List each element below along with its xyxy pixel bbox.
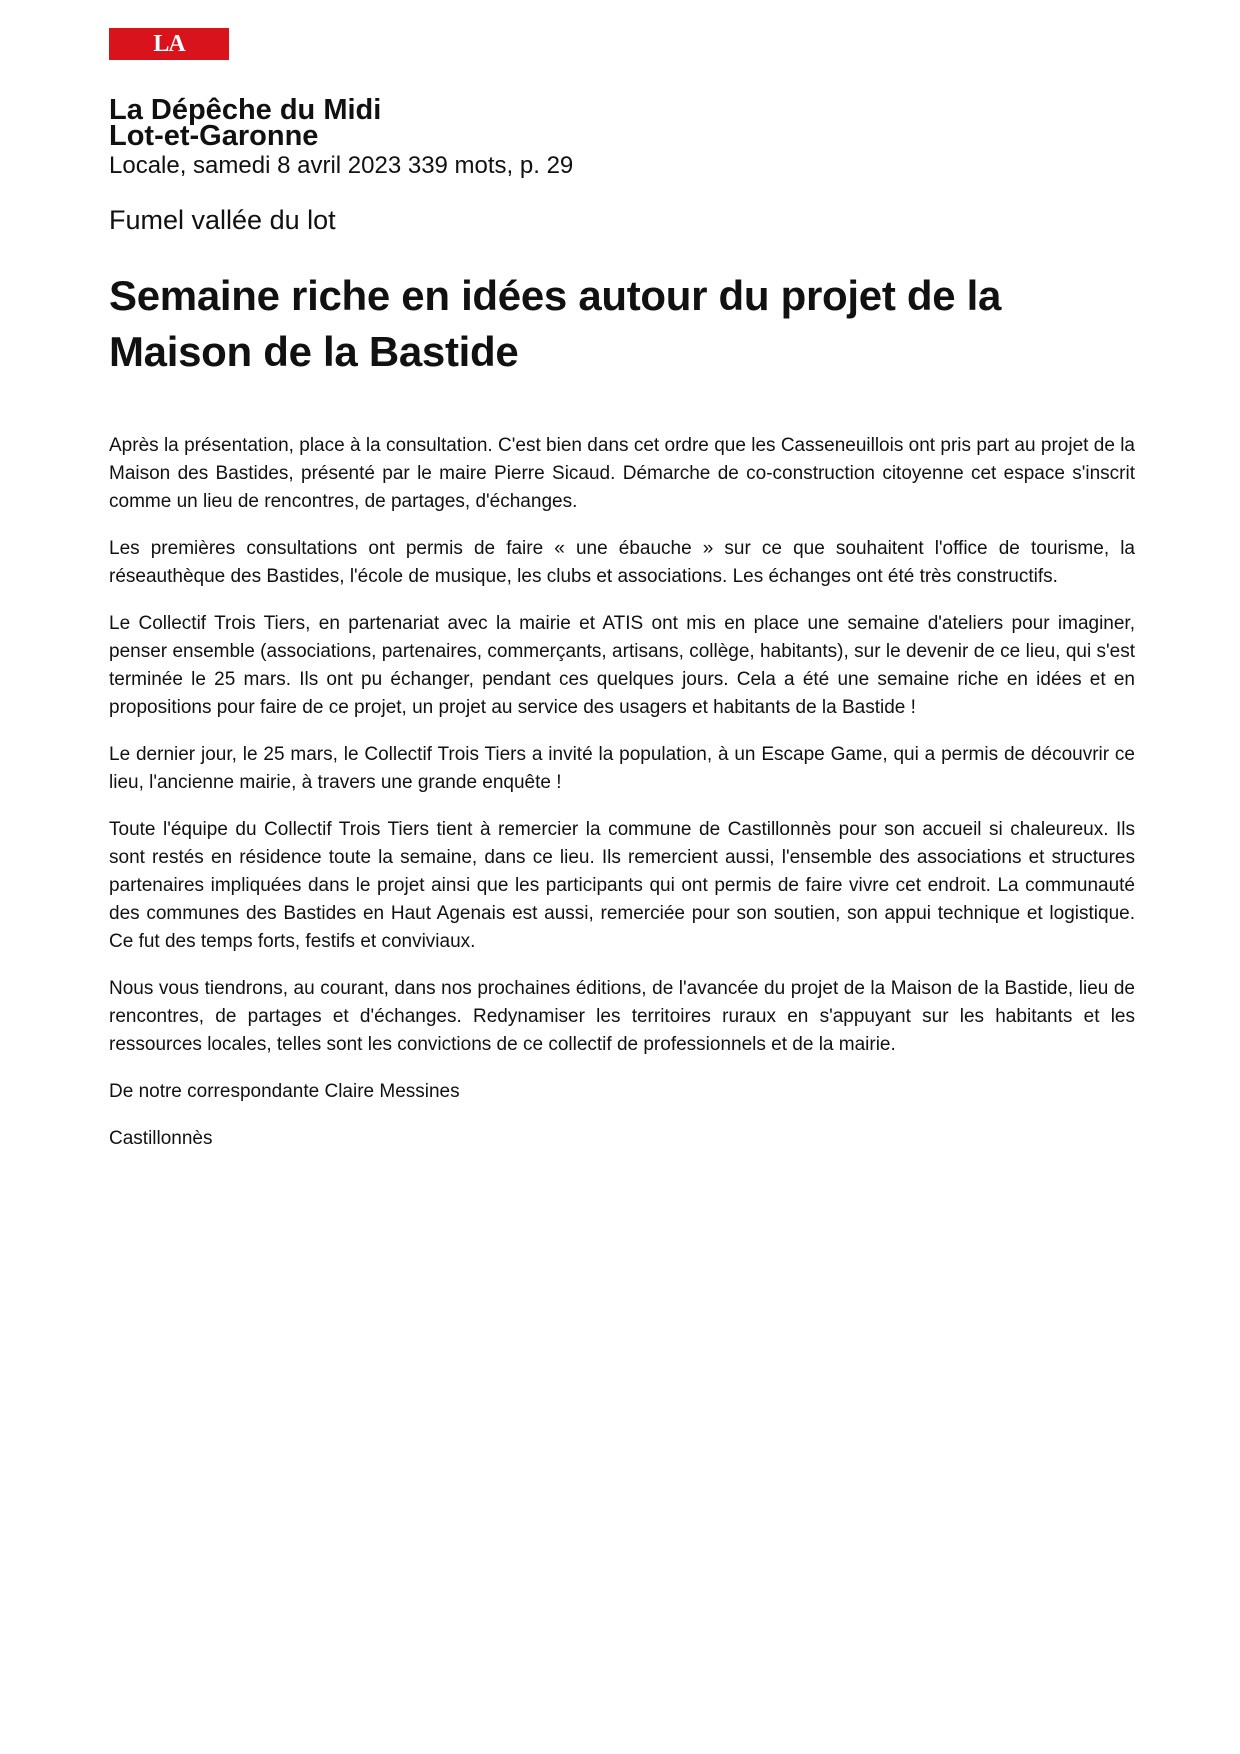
article-location: Castillonnès [109,1128,213,1149]
section-label: Fumel vallée du lot [109,205,336,235]
article-paragraph: Les premières consultations ont permis de faire « une ébauche » sur ce que souhaitent l'office de tourisme, la réseauthèque des Bastides, l'école de musique, les clubs et associations. Les échanges ont été très constructifs. [109,538,1135,587]
article-body [109,432,1135,1153]
article-paragraph: Après la présentation, place à la consultation. C'est bien dans cet ordre que les Casseneuillois ont pris part au projet de la Maison des Bastides, présenté par le maire Pierre Sicaud. Démarche de co-construction citoyenne cet espace s'inscrit comme un lieu de rencontres, de partages, d'échanges. [109,435,1135,512]
la-depeche-logo: LA DÉPÊCHE [109,28,229,60]
publication-name: La Dépêche du Midi [109,94,382,126]
publication-meta: Locale, samedi 8 avril 2023 339 mots, p. 29 [109,152,574,179]
article-paragraph: Nous vous tiendrons, au courant, dans nos prochaines éditions, de l'avancée du projet de la Maison de la Bastide, lieu de rencontres, de partages et d'échanges. Redynamiser les territoires ruraux en s'appuyant sur les habitants et les ressources locales, telles sont les convictions de ce collectif de professionnels et de la mairie. [109,978,1135,1055]
article-page [109,28,1135,1172]
article-paragraph: Le dernier jour, le 25 mars, le Collectif Trois Tiers a invité la population, à un Escape Game, qui a permis de découvrir ce lieu, l'ancienne mairie, à travers une grande enquête ! [109,744,1135,793]
article-paragraph: Toute l'équipe du Collectif Trois Tiers tient à remercier la commune de Castillonnès pour son accueil si chaleureux. Ils sont restés en résidence toute la semaine, dans ce lieu. Ils remercient aussi, l'ensemble des associations et structures partenaires impliquées dans le projet ainsi que les participants qui ont permis de faire vivre cet endroit. La communauté des communes des Bastides en Haut Agenais est aussi, remerciée pour son soutien, son appui technique et logistique. Ce fut des temps forts, festifs et conviviaux. [109,819,1135,952]
publication-edition: Lot-et-Garonne [109,120,319,152]
article-paragraph: Le Collectif Trois Tiers, en partenariat avec la mairie et ATIS ont mis en place une semaine d'ateliers pour imaginer, penser ensemble (associations, partenaires, commerçants, artisans, collège, habitants), sur le devenir de ce lieu, qui s'est terminée le 25 mars. Ils ont pu échanger, pendant ces quelques jours. Cela a été une semaine riche en idées et en propositions pour faire de ce projet, un projet au service des usagers et habitants de la Bastide ! [109,613,1135,718]
article-headline: Semaine riche en idées autour du projet de la Maison de la Bastide [109,272,1002,375]
article-byline: De notre correspondante Claire Messines [109,1081,460,1102]
